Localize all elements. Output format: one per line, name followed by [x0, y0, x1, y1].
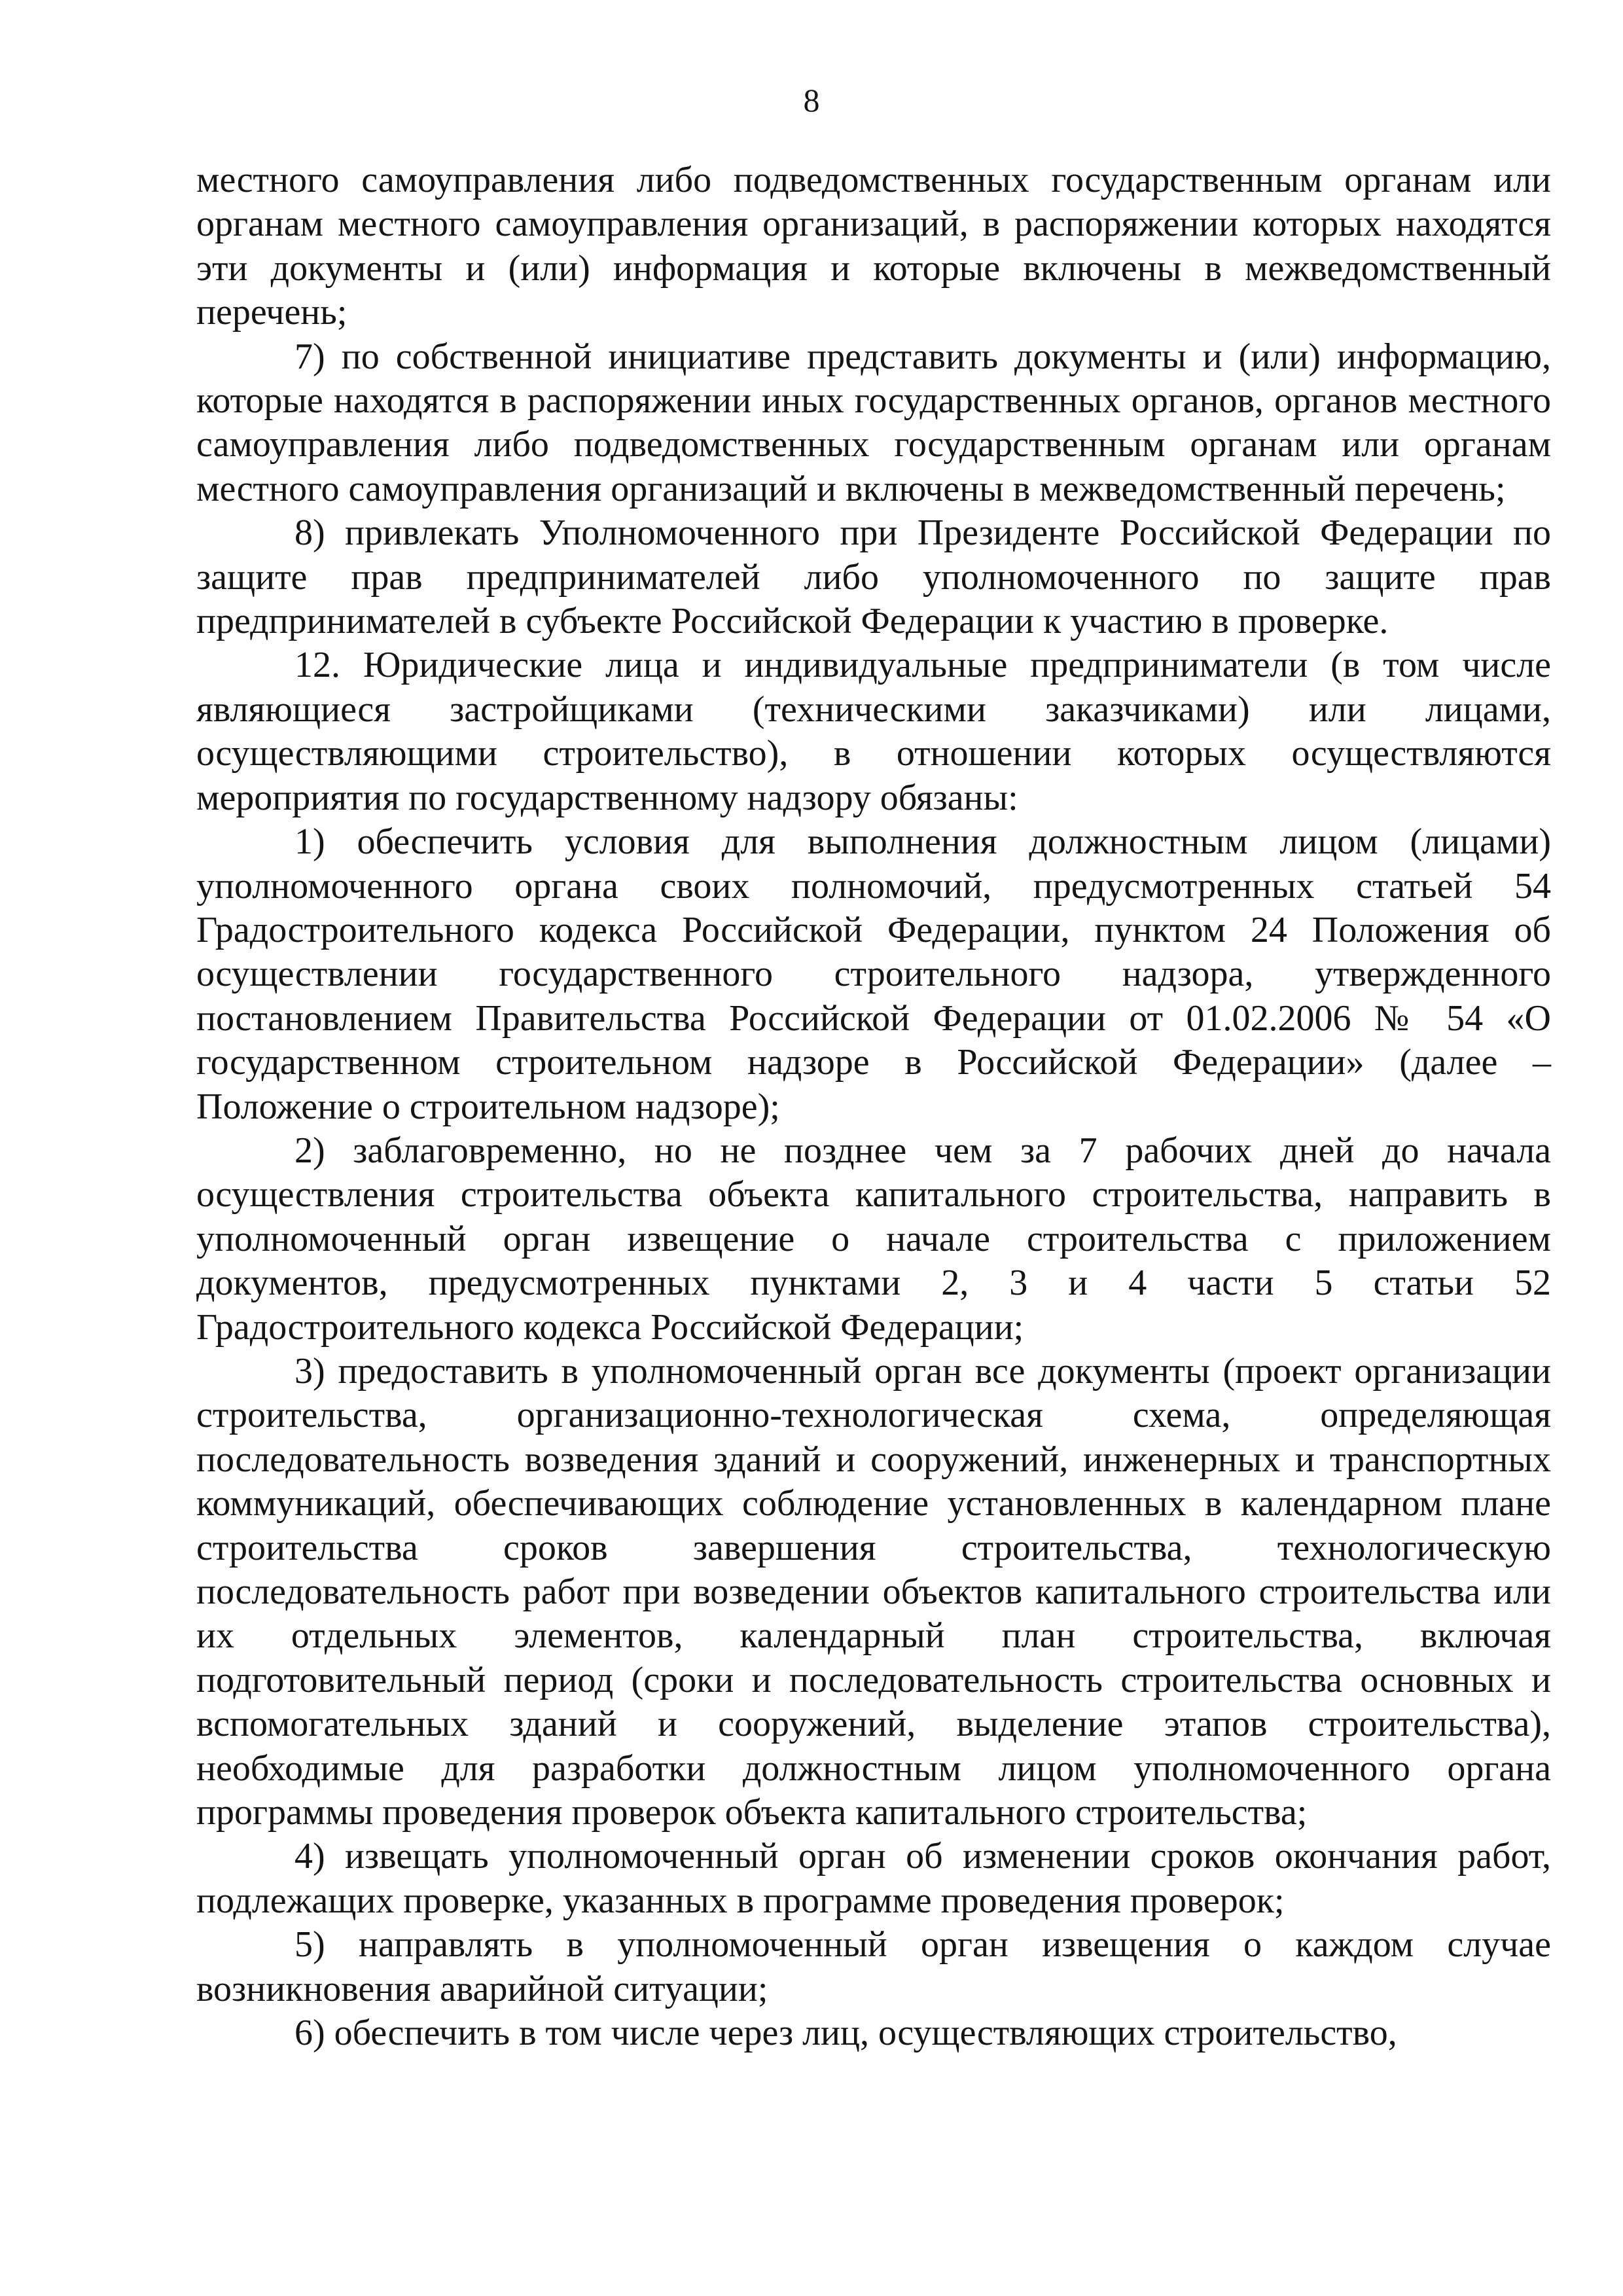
paragraph-item-2: 2) заблаговременно, но не позднее чем за 7 рабочих дней до начала осуществления строительства объекта капитального строительства, направить в уполномоченный орган извещение о начале строительства с приложением документов, предусмотренных пунктами 2, 3 и 4 части 5 статьи 52 Градостроительного кодекса Российской Федерации; — [196, 1130, 1551, 1348]
document-body — [196, 158, 1551, 2055]
paragraph-item-6: 6) обеспечить в том числе через лиц, осуществляющих строительство, — [294, 2013, 1397, 2054]
paragraph-item-7: 7) по собственной инициативе представить документы и (или) информацию, которые находятся в распоряжении иных государственных органов, органов местного самоуправления либо подведомственных государственным органам или органам местного самоуправления организаций и включены в межведомственный перечень; — [196, 336, 1551, 509]
paragraph-item-5: 5) направлять в уполномоченный орган извещения о каждом случае возникновения аварийной ситуации; — [196, 1924, 1551, 2009]
paragraph-item-1: 1) обеспечить условия для выполнения должностным лицом (лицами) уполномоченного органа своих полномочий, предусмотренных статьей 54 Градостроительного кодекса Российской Федерации, пунктом 24 Положения об осуществлении государственного строительного надзора, утвержденного постановлением Правительства Российской Федерации от 01.02.2006 № 54 «О государственном строительном надзоре в Российской Федерации» (далее – Положение о строительном надзоре); — [196, 821, 1551, 1127]
paragraph-item-8: 8) привлекать Уполномоченного при Президенте Российской Федерации по защите прав предпринимателей либо уполномоченного по защите прав предпринимателей в субъекте Российской Федерации к участию в проверке. — [196, 512, 1551, 642]
paragraph-item-4: 4) извещать уполномоченный орган об изменении сроков окончания работ, подлежащих проверке, указанных в программе проведения проверок; — [196, 1836, 1551, 1921]
paragraph-clause-12: 12. Юридические лица и индивидуальные предприниматели (в том числе являющиеся застройщиками (техническими заказчиками) или лицами, осуществляющими строительство), в отношении которых осуществляются мероприятия по государственному надзору обязаны: — [196, 645, 1551, 818]
paragraph-continuation: местного самоуправления либо подведомственных государственным органам или органам местного самоуправления организаций, в распоряжении которых находятся эти документы и (или) информация и которые включены в межведомственный перечень; — [196, 160, 1551, 333]
paragraph-item-3: 3) предоставить в уполномоченный орган все документы (проект организации строительства, организационно-технологическая схема, определяющая последовательность возведения зданий и сооружений, инженерных и транспортных коммуникаций, обеспечивающих соблюдение установленных в календарном плане строительства сроков завершения строительства, технологическую последовательность работ при возведении объектов капитального строительства или их отдельных элементов, календарный план строительства, включая подготовительный период (сроки и последовательность строительства основных и вспомогательных зданий и сооружений, выделение этапов строительства), необходимые для разработки должностным лицом уполномоченного органа программы проведения проверок объекта капитального строительства; — [196, 1350, 1551, 1833]
page-number: 8 — [803, 82, 820, 118]
